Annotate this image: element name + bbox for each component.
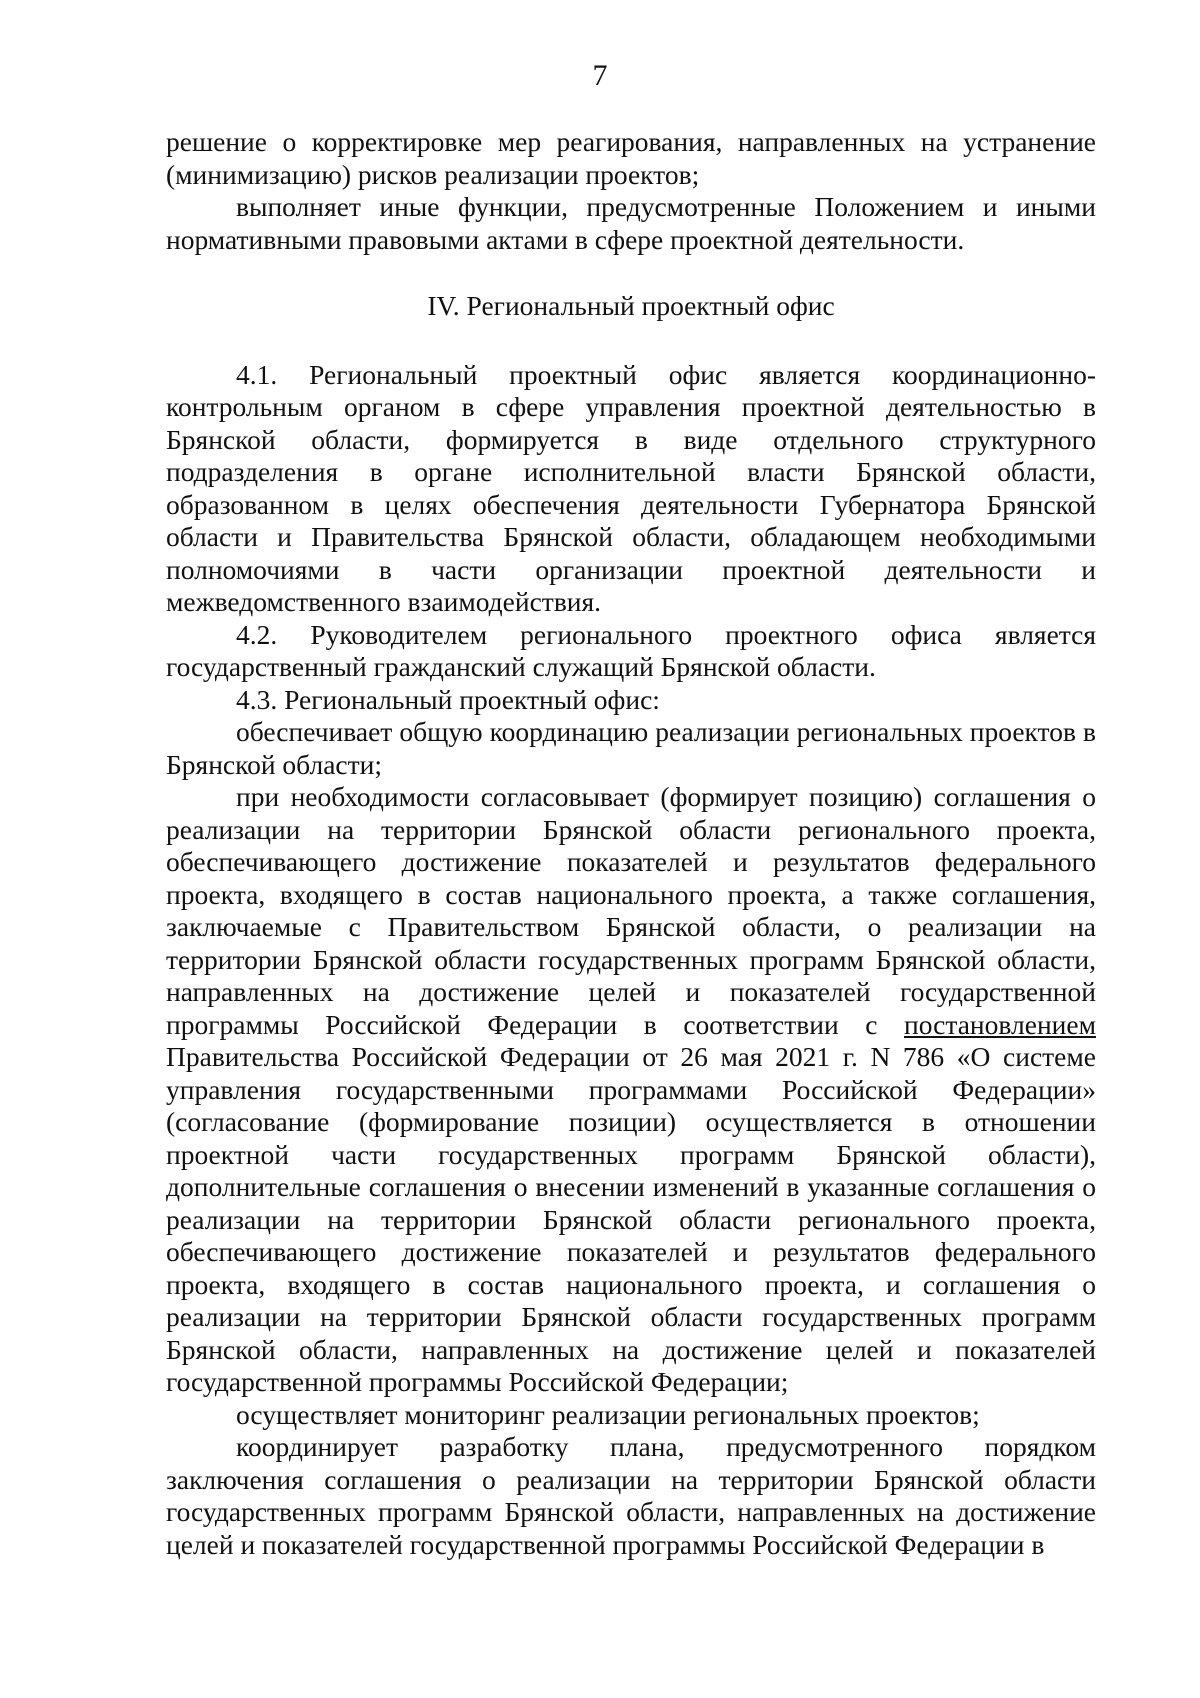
spacer bbox=[166, 323, 1096, 359]
section-heading: IV. Региональный проектный офис bbox=[427, 290, 835, 321]
paragraph-monitoring: осуществляет мониторинг реализации региональных проектов; bbox=[236, 1398, 980, 1430]
spacer bbox=[166, 256, 1096, 290]
paragraph-other-functions: выполняет иные функции, предусмотренные Положением и иными нормативными правовыми актами в сфере проектной деятельности. bbox=[166, 191, 1096, 255]
paragraph-4-3: 4.3. Региональный проектный офис: bbox=[236, 683, 660, 715]
paragraph-plan: координирует разработку плана, предусмотренного порядком заключения соглашения о реализации на территории Брянской области государственных программ Брянской области, направленных на достижение целей и показателей государственной программы Российской Федерации в bbox=[166, 1431, 1096, 1560]
document-body bbox=[166, 126, 1096, 1561]
agreements-text-end: Правительства Российской Федерации от 26 мая 2021 г. N 786 «О системе управления государственными программами Российской Федерации» (согласование (формирование позиции) осуществляется в отношении проектной части государственных программ Брянской области), дополнительные соглашения о внесении изменений в указанные соглашения о реализации на территории Брянской области регионального проекта, обеспечивающего достижение показателей и результатов федерального проекта, входящего в состав национального проекта, и соглашения о реализации на территории Брянской области государственных программ Брянской области, направленных на достижение целей и показателей государственной программы Российской Федерации; bbox=[166, 1041, 1096, 1397]
paragraph-4-1: 4.1. Региональный проектный офис является координационно-контрольным органом в сфере управления проектной деятельностью в Брянской области, формируется в виде отдельного структурного подразделения в органе исполнительной власти Брянской области, образованном в целях обеспечения деятельности Губернатора Брянской области и Правительства Брянской области, обладающем необходимыми полномочиями в части организации проектной деятельности и межведомственного взаимодействия. bbox=[166, 358, 1096, 617]
agreements-text-start: при необходимости согласовывает (формирует позицию) соглашения о реализации на территории Брянской области регионального проекта, обеспечивающего достижение показателей и результатов федерального проекта, входящего в состав национального проекта, а также соглашения, заключаемые с Правительством Брянской области, о реализации на территории Брянской области государственных программ Брянской области, направленных на достижение целей и показателей государственной программы Российской Федерации в соответствии с bbox=[166, 781, 1096, 1040]
paragraph-4-2: 4.2. Руководителем регионального проектного офиса является государственный гражданский служащий Брянской области. bbox=[166, 618, 1096, 682]
page-number: 7 bbox=[592, 59, 608, 92]
paragraph-agreements bbox=[166, 781, 1096, 1399]
paragraph-correction-decision: решение о корректировке мер реагирования, направленных на устранение (минимизацию) рисков реализации проектов; bbox=[166, 126, 1096, 190]
paragraph-coordination: обеспечивает общую координацию реализации региональных проектов в Брянской области; bbox=[166, 716, 1096, 780]
resolution-link[interactable]: постановлением bbox=[904, 1008, 1096, 1040]
